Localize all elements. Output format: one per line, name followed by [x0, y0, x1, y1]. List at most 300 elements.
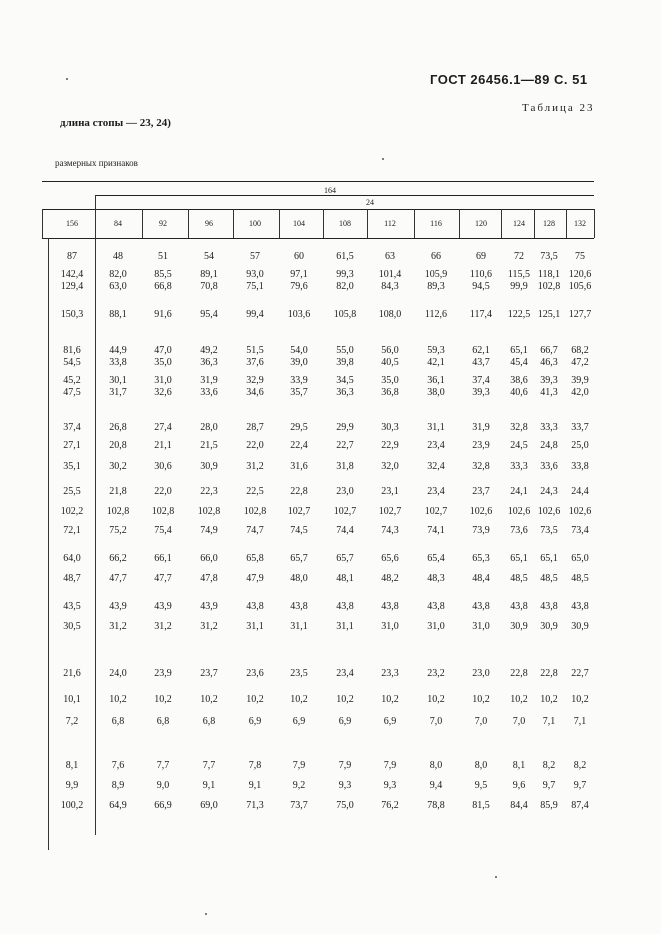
table-cell: 84,3 — [381, 281, 399, 292]
table-cell: 31,0 — [472, 621, 490, 632]
table-cell: 78,8 — [427, 800, 445, 811]
scan-speck — [66, 78, 68, 80]
table-cell: 32,9 — [246, 375, 264, 386]
table-cell: 65,8 — [246, 553, 264, 564]
table-cell: 7,7 — [156, 760, 170, 771]
table-cell: 41,3 — [540, 387, 558, 398]
table-cell: 31,0 — [154, 375, 172, 386]
table-cell: 40,6 — [510, 387, 528, 398]
table-cell: 34,5 — [336, 375, 354, 386]
table-cell: 31,1 — [336, 621, 354, 632]
table-cell: 129,4 — [60, 281, 84, 292]
table-cell: 65,7 — [290, 553, 308, 564]
table-cell: 66,2 — [109, 553, 127, 564]
table-cell: 22,5 — [246, 486, 264, 497]
table-cell: 9,9 — [65, 780, 79, 791]
table-cell: 7,2 — [65, 716, 79, 727]
table-cell: 93,0 — [246, 269, 264, 280]
column-header: 84 — [114, 219, 122, 228]
table-cell: 21,1 — [154, 440, 172, 451]
table-cell: 23,5 — [290, 668, 308, 679]
table-cell: 39,3 — [540, 375, 558, 386]
table-cell: 43,8 — [427, 601, 445, 612]
table-cell: 10,2 — [381, 694, 399, 705]
table-cell: 64,9 — [109, 800, 127, 811]
table-cell: 42,1 — [427, 357, 445, 368]
table-cell: 23,9 — [154, 668, 172, 679]
table-cell: 94,5 — [472, 281, 490, 292]
table-cell: 66,9 — [154, 800, 172, 811]
table-cell: 8,0 — [474, 760, 488, 771]
table-cell: 23,3 — [381, 668, 399, 679]
table-cell: 47,5 — [63, 387, 81, 398]
table-cell: 31,0 — [381, 621, 399, 632]
table-cell: 40,5 — [381, 357, 399, 368]
table-cell: 89,3 — [427, 281, 445, 292]
table-cell: 31,0 — [427, 621, 445, 632]
table-cell: 65,7 — [336, 553, 354, 564]
table-cell: 6,8 — [202, 716, 216, 727]
table-cell: 9,5 — [474, 780, 488, 791]
column-rule — [534, 209, 535, 238]
header-bottom-rule — [42, 238, 594, 239]
table-cell: 30,2 — [109, 461, 127, 472]
column-rule — [142, 209, 143, 238]
table-cell: 36,3 — [336, 387, 354, 398]
table-cell: 32,8 — [510, 422, 528, 433]
table-cell: 65,1 — [540, 553, 558, 564]
table-cell: 10,2 — [154, 694, 172, 705]
table-cell: 34,6 — [246, 387, 264, 398]
table-cell: 73,9 — [472, 525, 490, 536]
table-cell: 79,6 — [290, 281, 308, 292]
table-cell: 9,6 — [512, 780, 526, 791]
table-cell: 89,1 — [200, 269, 218, 280]
group-header-top: 164 — [324, 186, 336, 195]
table-cell: 33,9 — [290, 375, 308, 386]
table-cell: 24,8 — [540, 440, 558, 451]
table-cell: 24,5 — [510, 440, 528, 451]
table-cell: 105,6 — [568, 281, 592, 292]
scan-speck — [382, 158, 384, 160]
table-cell: 76,2 — [381, 800, 399, 811]
table-cell: 22,7 — [571, 668, 589, 679]
column-rule — [414, 209, 415, 238]
table-cell: 23,4 — [336, 668, 354, 679]
table-cell: 21,8 — [109, 486, 127, 497]
table-cell: 7,1 — [573, 716, 587, 727]
table-cell: 10,2 — [336, 694, 354, 705]
table-cell: 54,5 — [63, 357, 81, 368]
table-cell: 8,9 — [111, 780, 125, 791]
column-rule — [501, 209, 502, 238]
table-cell: 115,5 — [507, 269, 531, 280]
table-cell: 74,4 — [336, 525, 354, 536]
table-cell: 37,4 — [472, 375, 490, 386]
table-cell: 24,4 — [571, 486, 589, 497]
column-rule — [459, 209, 460, 238]
table-cell: 29,5 — [290, 422, 308, 433]
table-cell: 74,9 — [200, 525, 218, 536]
table-cell: 39,3 — [472, 387, 490, 398]
table-cell: 33,8 — [109, 357, 127, 368]
table-cell: 84,4 — [510, 800, 528, 811]
table-cell: 57 — [250, 251, 260, 262]
table-cell: 27,1 — [63, 440, 81, 451]
table-cell: 102,7 — [378, 506, 402, 517]
table-cell: 7,8 — [248, 760, 262, 771]
table-cell: 9,3 — [383, 780, 397, 791]
table-cell: 9,3 — [338, 780, 352, 791]
table-cell: 7,6 — [111, 760, 125, 771]
column-header: 116 — [430, 219, 442, 228]
table-cell: 47,7 — [109, 573, 127, 584]
table-cell: 48,5 — [510, 573, 528, 584]
column-header: 156 — [66, 219, 78, 228]
table-cell: 24,3 — [540, 486, 558, 497]
table-cell: 22,0 — [246, 440, 264, 451]
column-rule — [188, 209, 189, 238]
table-cell: 75,2 — [109, 525, 127, 536]
table-cell: 74,1 — [427, 525, 445, 536]
table-subtitle-foot-length: длина стопы — 23, 24) — [60, 117, 171, 129]
table-cell: 105,8 — [333, 309, 357, 320]
table-cell: 23,2 — [427, 668, 445, 679]
table-cell: 23,1 — [381, 486, 399, 497]
table-cell: 30,3 — [381, 422, 399, 433]
table-cell: 47,2 — [571, 357, 589, 368]
table-cell: 73,5 — [540, 251, 558, 262]
table-cell: 7,9 — [383, 760, 397, 771]
table-cell: 32,6 — [154, 387, 172, 398]
table-cell: 48,7 — [63, 573, 81, 584]
table-cell: 110,6 — [469, 269, 493, 280]
table-cell: 36,8 — [381, 387, 399, 398]
table-cell: 6,9 — [338, 716, 352, 727]
table-cell: 23,0 — [472, 668, 490, 679]
column-rule — [367, 209, 368, 238]
table-cell: 9,4 — [429, 780, 443, 791]
table-cell: 31,9 — [472, 422, 490, 433]
table-cell: 9,1 — [202, 780, 216, 791]
table-cell: 127,7 — [568, 309, 592, 320]
table-cell: 43,8 — [381, 601, 399, 612]
table-cell: 51,5 — [246, 345, 264, 356]
table-cell: 75,4 — [154, 525, 172, 536]
table-cell: 43,9 — [154, 601, 172, 612]
table-cell: 37,6 — [246, 357, 264, 368]
column-header: 112 — [384, 219, 396, 228]
table-cell: 23,6 — [246, 668, 264, 679]
table-cell: 6,9 — [292, 716, 306, 727]
column-rule — [279, 209, 280, 238]
table-cell: 64,0 — [63, 553, 81, 564]
table-cell: 9,7 — [573, 780, 587, 791]
table-cell: 25,5 — [63, 486, 81, 497]
table-cell: 10,2 — [200, 694, 218, 705]
table-cell: 73,6 — [510, 525, 528, 536]
table-cell: 30,1 — [109, 375, 127, 386]
table-cell: 30,6 — [154, 461, 172, 472]
table-cell: 47,0 — [154, 345, 172, 356]
table-cell: 85,5 — [154, 269, 172, 280]
table-cell: 108,0 — [378, 309, 402, 320]
table-cell: 43,8 — [472, 601, 490, 612]
table-cell: 49,2 — [200, 345, 218, 356]
table-cell: 7,0 — [429, 716, 443, 727]
table-cell: 47,8 — [200, 573, 218, 584]
table-cell: 31,2 — [200, 621, 218, 632]
table-cell: 27,4 — [154, 422, 172, 433]
table-cell: 31,2 — [246, 461, 264, 472]
table-cell: 38,6 — [510, 375, 528, 386]
table-cell: 22,3 — [200, 486, 218, 497]
table-cell: 10,2 — [571, 694, 589, 705]
table-cell: 43,7 — [472, 357, 490, 368]
table-cell: 32,8 — [472, 461, 490, 472]
table-cell: 26,8 — [109, 422, 127, 433]
table-cell: 62,1 — [472, 345, 490, 356]
table-cell: 48,5 — [571, 573, 589, 584]
table-cell: 23,4 — [427, 486, 445, 497]
table-cell: 10,2 — [510, 694, 528, 705]
table-cell: 73,4 — [571, 525, 589, 536]
table-cell: 100,2 — [60, 800, 84, 811]
column-rule — [323, 209, 324, 238]
table-cell: 9,1 — [248, 780, 262, 791]
table-cell: 112,6 — [424, 309, 448, 320]
table-cell: 65,6 — [381, 553, 399, 564]
table-cell: 125,1 — [537, 309, 561, 320]
table-cell: 33,7 — [571, 422, 589, 433]
table-cell: 23,4 — [427, 440, 445, 451]
table-cell: 32,0 — [381, 461, 399, 472]
table-cell: 43,8 — [290, 601, 308, 612]
table-cell: 85,9 — [540, 800, 558, 811]
table-cell: 68,2 — [571, 345, 589, 356]
table-cell: 81,6 — [63, 345, 81, 356]
table-cell: 43,8 — [336, 601, 354, 612]
table-cell: 122,5 — [507, 309, 531, 320]
table-cell: 87 — [67, 251, 77, 262]
table-cell: 31,1 — [246, 621, 264, 632]
group-header-second: 24 — [366, 198, 374, 207]
table-cell: 30,9 — [510, 621, 528, 632]
table-cell: 22,9 — [381, 440, 399, 451]
table-cell: 31,2 — [154, 621, 172, 632]
table-cell: 48 — [113, 251, 123, 262]
table-cell: 6,9 — [383, 716, 397, 727]
subgroup-header-rule — [42, 209, 594, 210]
table-cell: 99,4 — [246, 309, 264, 320]
table-cell: 35,0 — [381, 375, 399, 386]
table-cell: 48,2 — [381, 573, 399, 584]
table-cell: 74,7 — [246, 525, 264, 536]
table-cell: 117,4 — [469, 309, 493, 320]
table-cell: 74,5 — [290, 525, 308, 536]
table-cell: 38,0 — [427, 387, 445, 398]
table-cell: 36,1 — [427, 375, 445, 386]
table-cell: 10,2 — [472, 694, 490, 705]
table-cell: 61,5 — [336, 251, 354, 262]
table-cell: 31,8 — [336, 461, 354, 472]
table-cell: 35,0 — [154, 357, 172, 368]
table-cell: 102,8 — [243, 506, 267, 517]
table-cell: 48,0 — [290, 573, 308, 584]
scan-speck — [495, 876, 497, 878]
table-cell: 51 — [158, 251, 168, 262]
table-cell: 7,9 — [338, 760, 352, 771]
table-cell: 65,3 — [472, 553, 490, 564]
table-cell: 97,1 — [290, 269, 308, 280]
table-cell: 99,3 — [336, 269, 354, 280]
table-cell: 8,2 — [542, 760, 556, 771]
table-cell: 65,1 — [510, 553, 528, 564]
table-cell: 31,6 — [290, 461, 308, 472]
table-cell: 102,7 — [333, 506, 357, 517]
table-cell: 43,8 — [510, 601, 528, 612]
table-cell: 37,4 — [63, 422, 81, 433]
table-cell: 35,1 — [63, 461, 81, 472]
table-cell: 120,6 — [568, 269, 592, 280]
table-cell: 102,8 — [151, 506, 175, 517]
table-cell: 102,8 — [106, 506, 130, 517]
table-cell: 10,1 — [63, 694, 81, 705]
table-cell: 71,3 — [246, 800, 264, 811]
table-cell: 102,2 — [60, 506, 84, 517]
table-cell: 75 — [575, 251, 585, 262]
table-cell: 63 — [385, 251, 395, 262]
table-cell: 31,7 — [109, 387, 127, 398]
column-rule — [233, 209, 234, 238]
scan-speck — [205, 913, 207, 915]
table-cell: 7,0 — [512, 716, 526, 727]
table-cell: 35,7 — [290, 387, 308, 398]
table-cell: 48,3 — [427, 573, 445, 584]
table-cell: 75,0 — [336, 800, 354, 811]
table-cell: 42,0 — [571, 387, 589, 398]
table-cell: 65,0 — [571, 553, 589, 564]
table-cell: 66,7 — [540, 345, 558, 356]
table-cell: 102,6 — [568, 506, 592, 517]
table-cell: 30,9 — [571, 621, 589, 632]
table-cell: 95,4 — [200, 309, 218, 320]
table-cell: 44,9 — [109, 345, 127, 356]
table-cell: 23,7 — [200, 668, 218, 679]
table-cell: 48,1 — [336, 573, 354, 584]
group-header-rule — [95, 195, 594, 196]
table-cell: 6,8 — [111, 716, 125, 727]
table-cell: 21,6 — [63, 668, 81, 679]
table-cell: 56,0 — [381, 345, 399, 356]
table-cell: 88,1 — [109, 309, 127, 320]
table-cell: 23,0 — [336, 486, 354, 497]
table-cell: 8,2 — [573, 760, 587, 771]
column-header: 92 — [159, 219, 167, 228]
table-cell: 6,8 — [156, 716, 170, 727]
table-cell: 28,0 — [200, 422, 218, 433]
table-cell: 30,9 — [540, 621, 558, 632]
table-cell: 24,0 — [109, 668, 127, 679]
table-cell: 8,1 — [65, 760, 79, 771]
table-cell: 54,0 — [290, 345, 308, 356]
table-cell: 10,2 — [109, 694, 127, 705]
table-cell: 22,0 — [154, 486, 172, 497]
table-cell: 7,9 — [292, 760, 306, 771]
table-cell: 30,9 — [200, 461, 218, 472]
table-cell: 28,7 — [246, 422, 264, 433]
table-cell: 48,5 — [540, 573, 558, 584]
table-cell: 54 — [204, 251, 214, 262]
table-cell: 73,5 — [540, 525, 558, 536]
table-cell: 118,1 — [537, 269, 561, 280]
table-cell: 82,0 — [109, 269, 127, 280]
table-cell: 10,2 — [427, 694, 445, 705]
table-cell: 48,4 — [472, 573, 490, 584]
table-cell: 22,4 — [290, 440, 308, 451]
table-cell: 22,8 — [510, 668, 528, 679]
column-header: 132 — [574, 219, 586, 228]
table-cell: 10,2 — [290, 694, 308, 705]
table-cell: 46,3 — [540, 357, 558, 368]
column-header: 128 — [543, 219, 555, 228]
table-cell: 22,7 — [336, 440, 354, 451]
table-cell: 31,1 — [427, 422, 445, 433]
table-cell: 39,9 — [571, 375, 589, 386]
table-cell: 70,8 — [200, 281, 218, 292]
column-rule — [42, 209, 43, 238]
table-cell: 66 — [431, 251, 441, 262]
table-cell: 33,6 — [200, 387, 218, 398]
table-cell: 60 — [294, 251, 304, 262]
table-cell: 102,6 — [469, 506, 493, 517]
column-rule — [594, 209, 595, 238]
column-header: 96 — [205, 219, 213, 228]
table-cell: 43,8 — [540, 601, 558, 612]
table-cell: 102,7 — [287, 506, 311, 517]
table-cell: 23,7 — [472, 486, 490, 497]
table-cell: 33,6 — [540, 461, 558, 472]
table-cell: 59,3 — [427, 345, 445, 356]
table-cell: 20,8 — [109, 440, 127, 451]
table-cell: 43,8 — [571, 601, 589, 612]
table-cell: 150,3 — [60, 309, 84, 320]
table-cell: 65,1 — [510, 345, 528, 356]
table-cell: 47,7 — [154, 573, 172, 584]
table-cell: 7,1 — [542, 716, 556, 727]
table-cell: 99,9 — [510, 281, 528, 292]
table-cell: 105,9 — [424, 269, 448, 280]
table-cell: 102,6 — [537, 506, 561, 517]
table-cell: 22,8 — [540, 668, 558, 679]
table-cell: 32,4 — [427, 461, 445, 472]
table-cell: 33,3 — [540, 422, 558, 433]
table-cell: 66,0 — [200, 553, 218, 564]
table-cell: 74,3 — [381, 525, 399, 536]
table-cell: 24,1 — [510, 486, 528, 497]
table-cell: 142,4 — [60, 269, 84, 280]
table-cell: 69 — [476, 251, 486, 262]
table-cell: 43,9 — [200, 601, 218, 612]
table-cell: 45,2 — [63, 375, 81, 386]
table-cell: 33,8 — [571, 461, 589, 472]
table-cell: 45,4 — [510, 357, 528, 368]
table-cell: 36,3 — [200, 357, 218, 368]
table-cell: 103,6 — [287, 309, 311, 320]
column-header: 124 — [513, 219, 525, 228]
column-header: 120 — [475, 219, 487, 228]
table-cell: 9,7 — [542, 780, 556, 791]
